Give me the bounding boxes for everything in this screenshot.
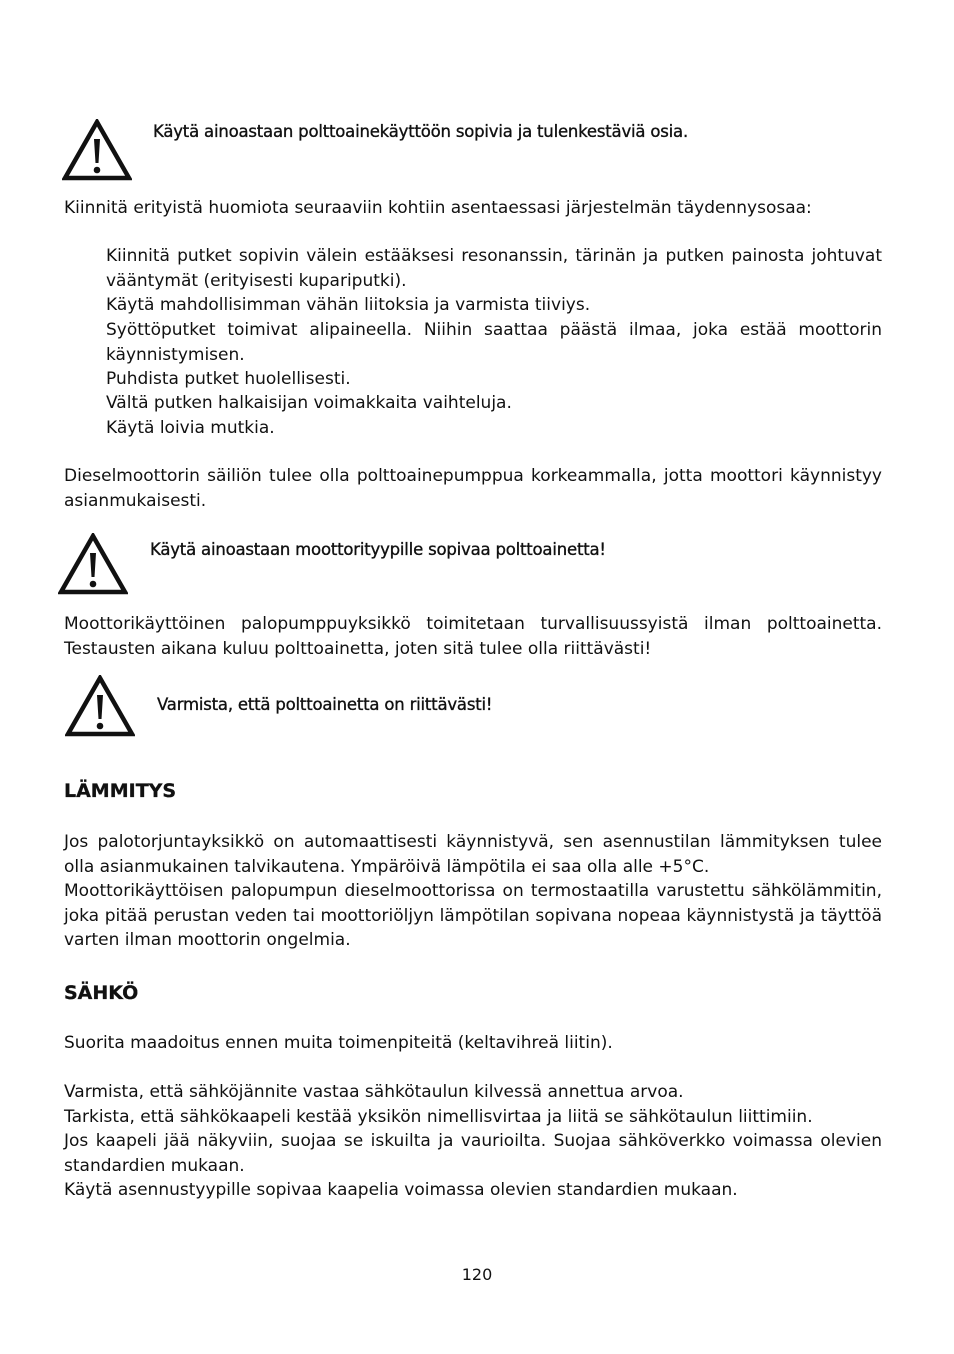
list-item: Syöttöputket toimivat alipaineella. Niihin saattaa päästä ilmaa, joka estää moottorin käynnistymisen. <box>106 320 882 365</box>
list-item: Puhdista putket huolellisesti. <box>106 369 351 389</box>
electric-line: Jos kaapeli jää näkyviin, suojaa se iskuilta ja vaurioilta. Suojaa sähköverkko voimassa olevien standardien mukaan. <box>64 1131 882 1176</box>
electric-line: Käytä asennustyypille sopivaa kaapelia voimassa olevien standardien mukaan. <box>64 1180 738 1200</box>
warning-triangle-icon <box>62 119 132 181</box>
electric-line: Varmista, että sähköjännite vastaa sähkötaulun kilvessä annettua arvoa. <box>64 1082 684 1102</box>
warning-text: Käytä ainoastaan polttoainekäyttöön sopivia ja tulenkestäviä osia. <box>153 122 688 141</box>
list-item: Kiinnitä putket sopivin välein estääksesi resonanssin, tärinän ja putken painosta johtuvat vääntymät (erityisesti kupariputki). <box>106 246 882 291</box>
warning-text: Käytä ainoastaan moottorityypille sopivaa polttoainetta! <box>150 540 606 559</box>
list-item: Vältä putken halkaisijan voimakkaita vaihteluja. <box>106 393 512 413</box>
warning-triangle-icon <box>58 533 128 595</box>
diesel-tank-paragraph: Dieselmoottorin säiliön tulee olla polttoainepumppua korkeammalla, jotta moottori käynnistyy asianmukaisesti. <box>64 466 882 511</box>
warning-triangle-icon <box>65 675 135 737</box>
page-number: 120 <box>461 1265 493 1284</box>
section-heading-electric: SÄHKÖ <box>64 982 139 1004</box>
list-item: Käytä mahdollisimman vähän liitoksia ja varmista tiiviys. <box>106 295 591 315</box>
warning-text: Varmista, että polttoainetta on riittävästi! <box>157 695 493 714</box>
grounding-paragraph: Suorita maadoitus ennen muita toimenpiteitä (keltavihreä liitin). <box>64 1033 613 1053</box>
list-item: Käytä loivia mutkia. <box>106 418 275 438</box>
heating-paragraph: Moottorikäyttöisen palopumpun dieselmoottorissa on termostaatilla varustettu sähkölämmitin, joka pitää perustan veden tai moottoriöljyn lämpötilan sopivana nopeaa käynnistystä ja täyttöä varten ilman moottorin ongelmia. <box>64 881 882 950</box>
heating-paragraph: Jos palotorjuntayksikkö on automaattisesti käynnistyvä, sen asennustilan lämmityksen tulee olla asianmukainen talvikautena. Ympäröivä lämpötila ei saa olla alle +5°C. <box>64 832 882 877</box>
intro-paragraph: Kiinnitä erityistä huomiota seuraaviin kohtiin asentaessasi järjestelmän täydennysosaa: <box>64 198 812 218</box>
fuel-note-paragraph: Moottorikäyttöinen palopumppuyksikkö toimitetaan turvallisuussyistä ilman polttoainetta. Testausten aikana kuluu polttoainetta, joten sitä tulee olla riittävästi! <box>64 614 882 659</box>
electric-line: Tarkista, että sähkökaapeli kestää yksikön nimellisvirtaa ja liitä se sähkötaulun liittimiin. <box>64 1107 813 1127</box>
section-heading-heating: LÄMMITYS <box>64 780 177 802</box>
